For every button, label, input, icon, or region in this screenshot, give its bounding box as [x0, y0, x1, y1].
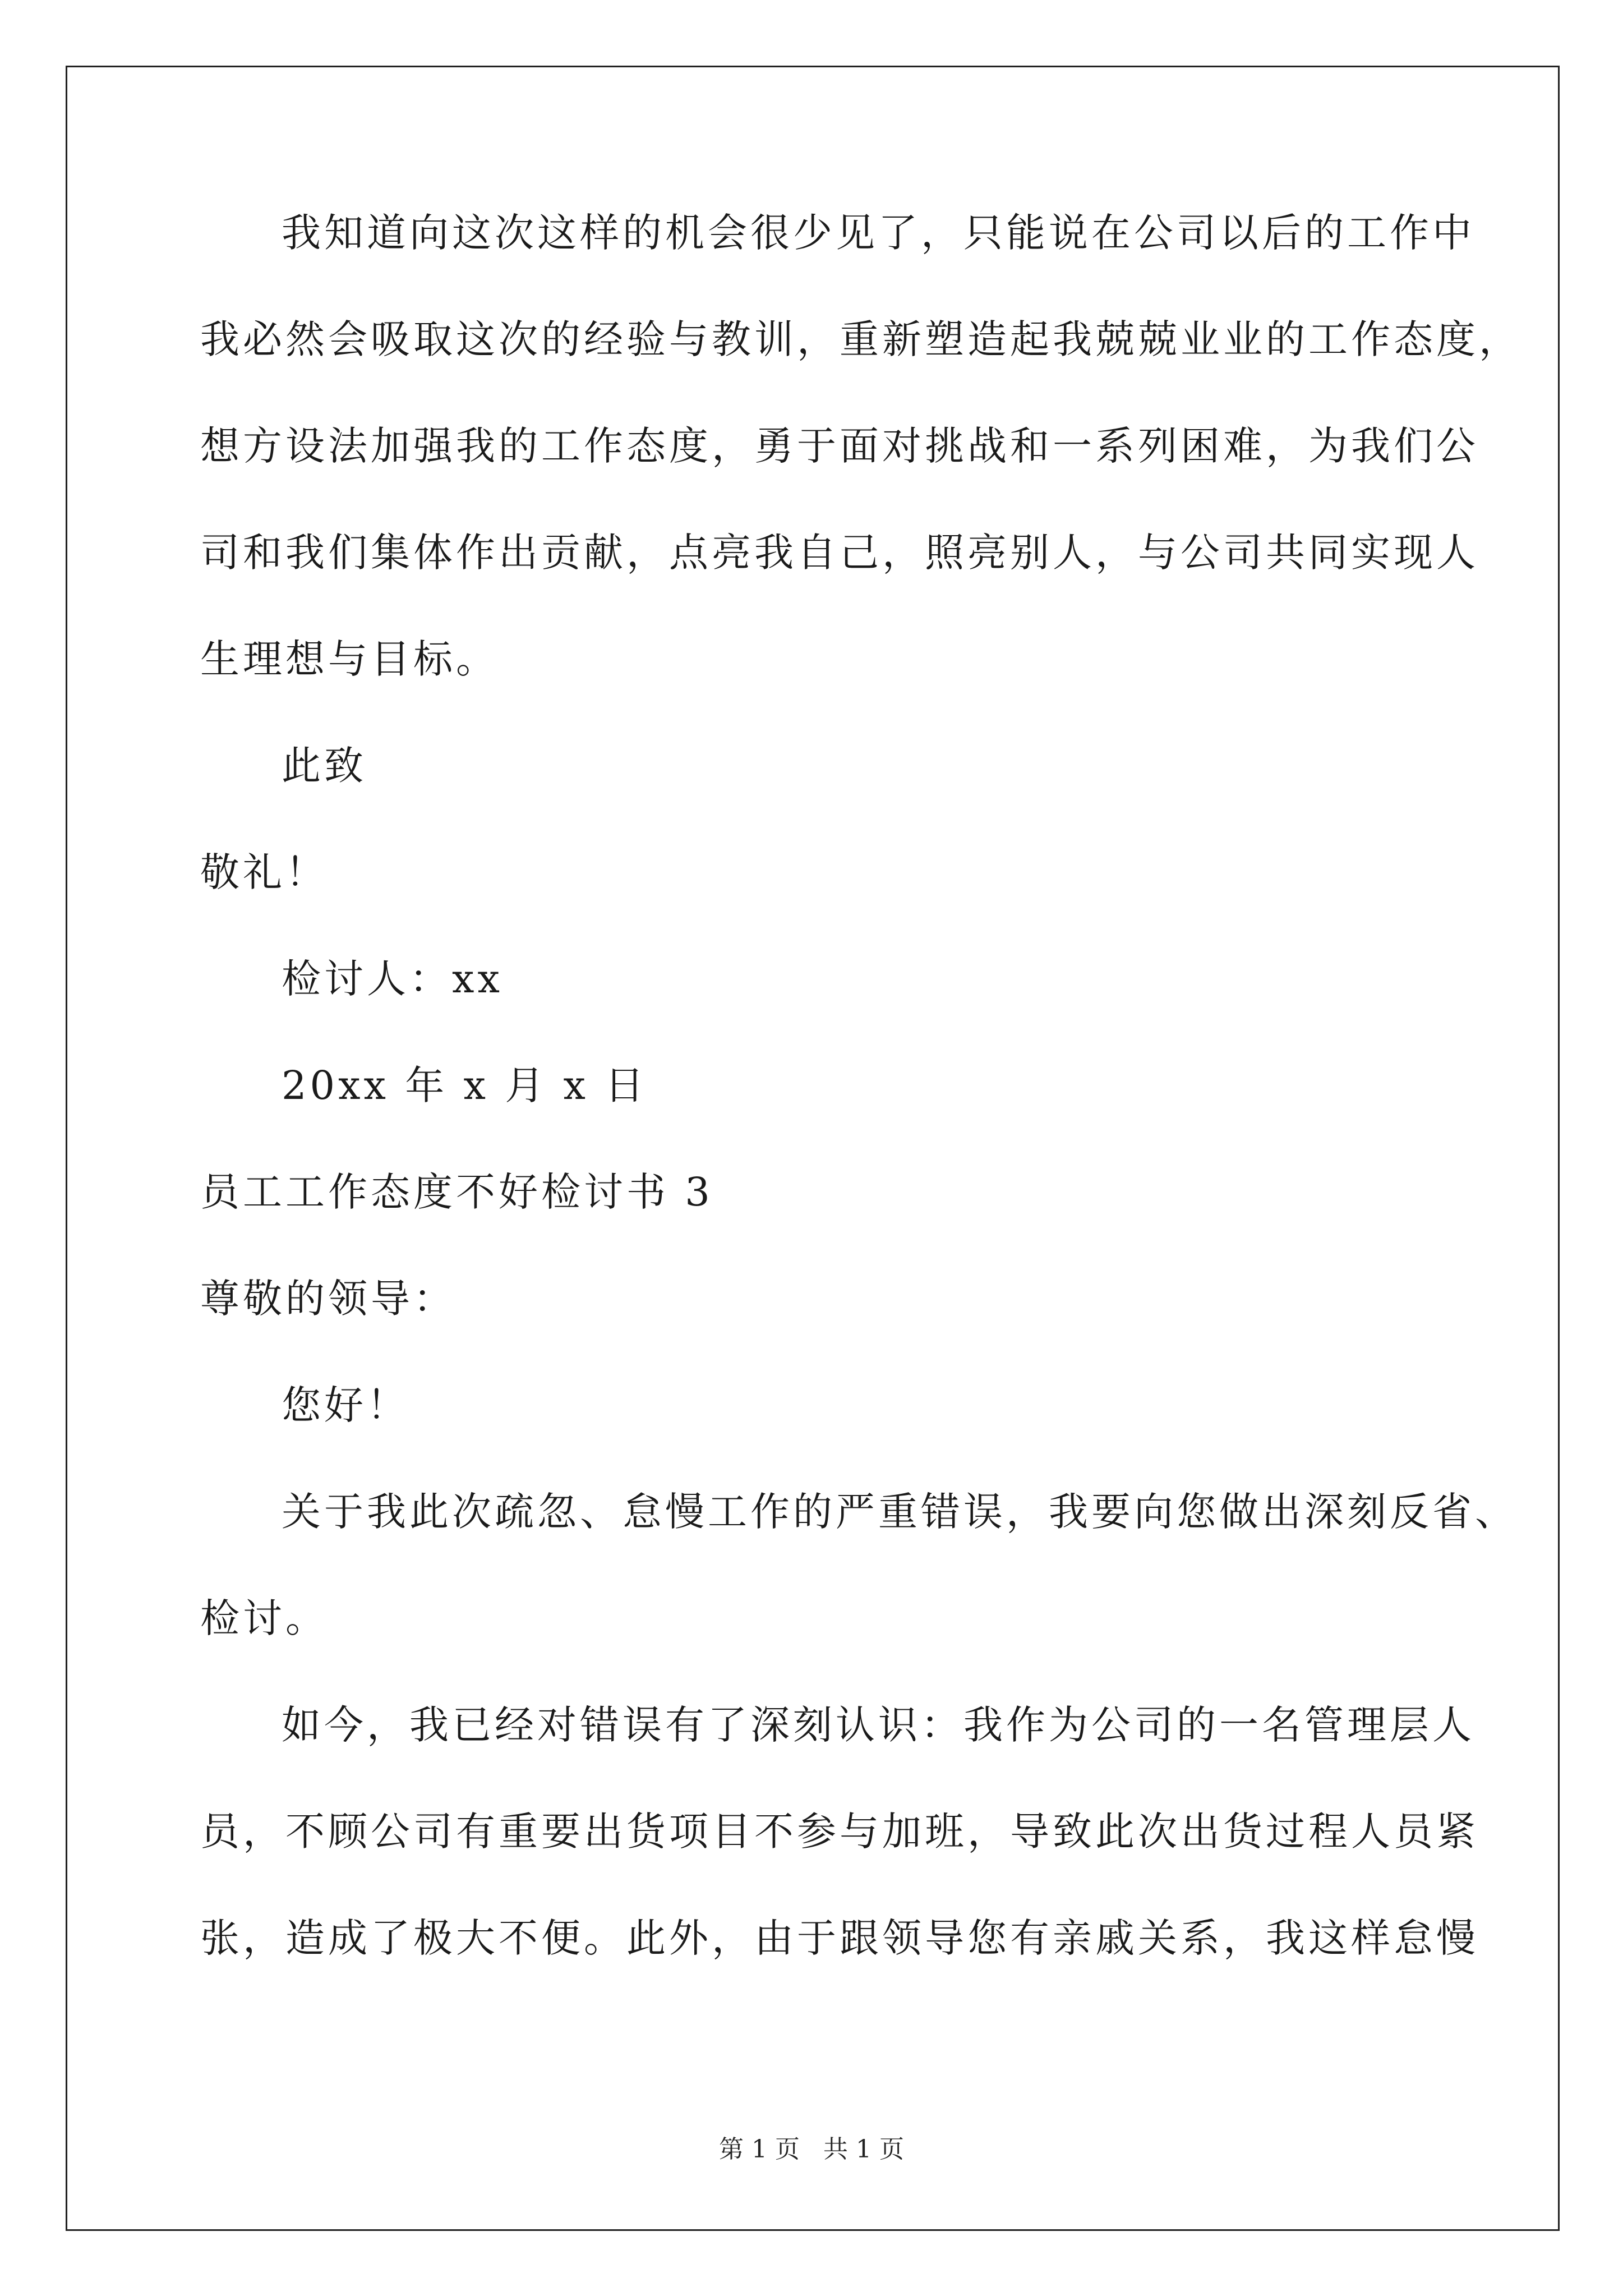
page-total: 共 1 页 [823, 2135, 904, 2164]
paragraph-line: 想方设法加强我的工作态度，勇于面对挑战和一系列困难，为我们公 [200, 423, 1479, 469]
salutation-line: 敬礼！ [200, 849, 328, 895]
paragraph-line: 员，不顾公司有重要出货项目不参与加班，导致此次出货过程人员紧 [200, 1809, 1479, 1855]
paragraph-line: 我知道向这次这样的机会很少见了，只能说在公司以后的工作中 [282, 210, 1475, 256]
paragraph-line: 我必然会吸取这次的经验与教训，重新塑造起我兢兢业业的工作态度， [200, 316, 1521, 362]
paragraph-line: 检讨。 [200, 1595, 328, 1641]
greeting-line: 您好！ [282, 1382, 409, 1428]
signature-line: 检讨人：xx [282, 956, 503, 1002]
paragraph-line: 关于我此次疏忽、怠慢工作的严重错误，我要向您做出深刻反省、 [282, 1489, 1518, 1535]
paragraph-line: 司和我们集体作出贡献，点亮我自己，照亮别人，与公司共同实现人 [200, 530, 1479, 576]
document-body [200, 210, 1521, 2025]
closing-line: 此致 [282, 743, 367, 789]
date-line: 20xx 年 x 月 x 日 [282, 1062, 648, 1108]
paragraph-line: 如今，我已经对错误有了深刻认识：我作为公司的一名管理层人 [282, 1702, 1475, 1748]
page-number: 第 1 页 [719, 2135, 800, 2164]
paragraph-line: 生理想与目标。 [200, 636, 499, 682]
greeting-line: 尊敬的领导： [200, 1276, 456, 1322]
section-title: 员工工作态度不好检讨书 3 [200, 1169, 713, 1215]
page-footer [0, 2137, 1623, 2162]
paragraph-line: 张，造成了极大不便。此外，由于跟领导您有亲戚关系，我这样怠慢 [200, 1915, 1479, 1961]
